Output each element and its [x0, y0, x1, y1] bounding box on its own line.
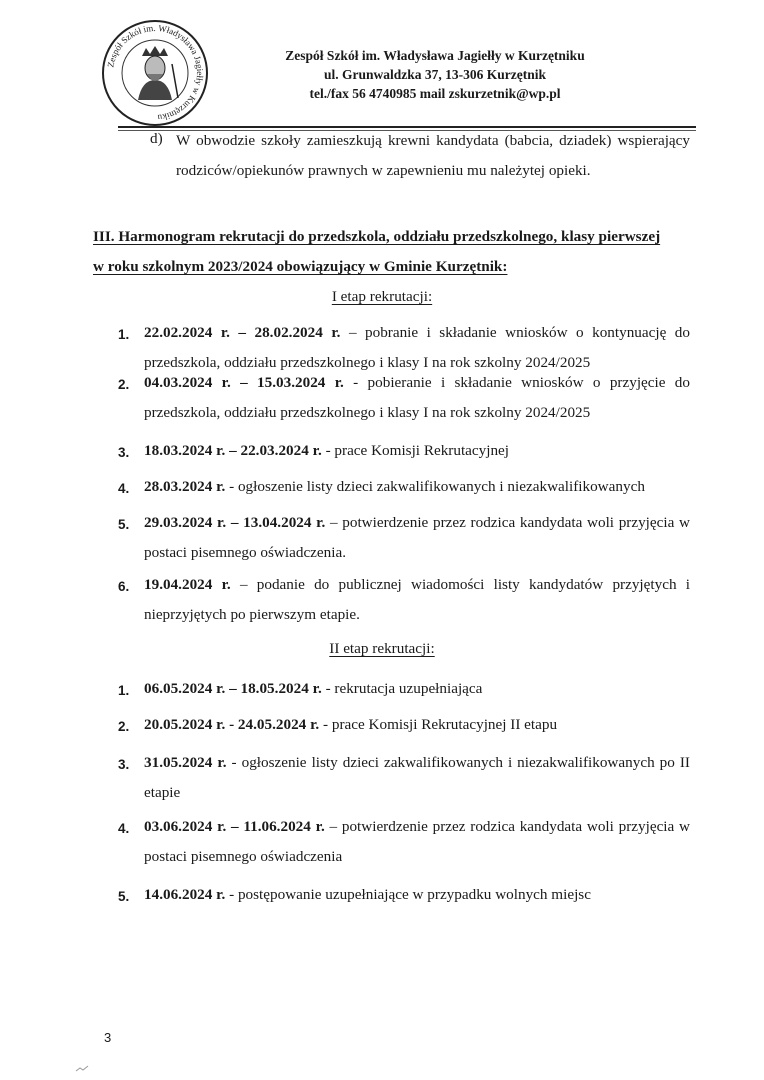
item-date: 14.06.2024 r.	[144, 886, 226, 903]
item-date: 06.05.2024 r. – 18.05.2024 r.	[144, 680, 322, 697]
school-contact: tel./fax 56 4740985 mail zskurzetnik@wp.pl	[309, 86, 561, 101]
school-address: ul. Grunwaldzka 37, 13-306 Kurzętnik	[323, 67, 547, 82]
scan-mark	[75, 1065, 89, 1073]
item-text: - ogłoszenie listy dzieci zakwalifikowanych i niezakwalifikowanych po II etapie	[144, 754, 690, 801]
stage1-item-2: 2. 04.03.2024 r. – 15.03.2024 r. - pobieranie i składanie wniosków o przyjęcie do przedszkola, oddziału przedszkolnego i klasy I na rok szkolny 2024/2025	[118, 374, 690, 421]
stage1-heading: I etap rekrutacji:	[331, 288, 433, 305]
stage1-item-4: 4. 28.03.2024 r. - ogłoszenie listy dzieci zakwalifikowanych i niezakwalifikowanych	[118, 478, 645, 496]
stage2-item-3: 3. 31.05.2024 r. - ogłoszenie listy dzieci zakwalifikowanych i niezakwalifikowanych po II etapie	[118, 754, 690, 801]
item-date: 29.03.2024 r. – 13.04.2024 r.	[144, 514, 326, 531]
item-text: - prace Komisji Rekrutacyjnej	[321, 442, 510, 459]
item-date: 19.04.2024 r.	[144, 576, 231, 593]
page-number: 3	[104, 1030, 112, 1045]
item-text: – pobranie i składanie wniosków o kontynuację do przedszkola, oddziału przedszkolnego i klasy I na rok szkolny 2024/2025	[144, 324, 690, 371]
stage1-item-3: 3. 18.03.2024 r. – 22.03.2024 r. - prace Komisji Rekrutacyjnej	[118, 442, 510, 460]
item-text: - prace Komisji Rekrutacyjnej II etapu	[319, 716, 558, 733]
section-heading	[93, 222, 681, 282]
stage2-item-1: 1. 06.05.2024 r. – 18.05.2024 r. - rekrutacja uzupełniająca	[118, 680, 483, 698]
item-date: 03.06.2024 r. – 11.06.2024 r.	[144, 818, 325, 835]
school-name: Zespół Szkół im. Władysława Jagiełły w Kurzętniku	[285, 48, 585, 63]
stage2-item-4: 4. 03.06.2024 r. – 11.06.2024 r. – potwierdzenie przez rodzica kandydata woli przyjęcia w postaci pisemnego oświadczenia	[118, 818, 690, 865]
item-date: 04.03.2024 r. – 15.03.2024 r.	[144, 374, 344, 391]
item-text: - postępowanie uzupełniające w przypadku wolnych miejsc	[225, 886, 591, 903]
item-text: – potwierdzenie przez rodzica kandydata woli przyjęcia w postaci pisemnego oświadczenia.	[144, 514, 690, 561]
item-text: - pobieranie i składanie wniosków o przyjęcie do przedszkola, oddziału przedszkolnego i klasy I na rok szkolny 2024/2025	[144, 374, 690, 421]
item-text: – potwierdzenie przez rodzica kandydata woli przyjęcia w postaci pisemnego oświadczenia	[144, 818, 690, 865]
section-title-line1: III. Harmonogram rekrutacji do przedszkola, oddziału przedszkolnego, klasy pierwszej	[93, 228, 661, 245]
item-label: d)	[150, 130, 163, 147]
stage2-item-2: 2. 20.05.2024 r. - 24.05.2024 r. - prace Komisji Rekrutacyjnej II etapu	[118, 716, 558, 734]
item-text: – podanie do publicznej wiadomości listy kandydatów przyjętych i nieprzyjętych po pierwszym etapie.	[144, 576, 690, 623]
item-date: 18.03.2024 r. – 22.03.2024 r.	[144, 442, 322, 459]
school-seal-logo	[100, 18, 210, 128]
school-header	[215, 46, 655, 103]
stage1-item-1: 1. 22.02.2024 r. – 28.02.2024 r. – pobranie i składanie wniosków o kontynuację do przedszkola, oddziału przedszkolnego i klasy I na rok szkolny 2024/2025	[118, 324, 690, 371]
item-date: 28.03.2024 r.	[144, 478, 226, 495]
item-text: - ogłoszenie listy dzieci zakwalifikowanych i niezakwalifikowanych	[225, 478, 645, 495]
criteria-item-d	[150, 126, 690, 185]
stage2-heading: II etap rekrutacji:	[329, 640, 435, 657]
stage1-item-5: 5. 29.03.2024 r. – 13.04.2024 r. – potwierdzenie przez rodzica kandydata woli przyjęcia w postaci pisemnego oświadczenia.	[118, 514, 690, 561]
section-title-line2: w roku szkolnym 2023/2024 obowiązujący w Gminie Kurzętnik:	[93, 258, 508, 275]
item-date: 31.05.2024 r.	[144, 754, 227, 771]
item-text: - rekrutacja uzupełniająca	[321, 680, 483, 697]
svg-text:Zespół Szkół im. Władysława Ja: Zespół Szkół im. Władysława Jagiełły w Kurzętniku	[105, 22, 206, 123]
item-date: 22.02.2024 r. – 28.02.2024 r.	[144, 324, 341, 341]
item-text: W obwodzie szkoły zamieszkują krewni kandydata (babcia, dziadek) wspierający rodziców/opiekunów prawnych w zapewnieniu mu należytej opieki.	[176, 132, 690, 179]
stage1-item-6: 6. 19.04.2024 r. – podanie do publicznej wiadomości listy kandydatów przyjętych i nieprzyjętych po pierwszym etapie.	[118, 576, 690, 623]
stage2-item-5: 5. 14.06.2024 r. - postępowanie uzupełniające w przypadku wolnych miejsc	[118, 886, 591, 904]
item-date: 20.05.2024 r. - 24.05.2024 r.	[144, 716, 320, 733]
